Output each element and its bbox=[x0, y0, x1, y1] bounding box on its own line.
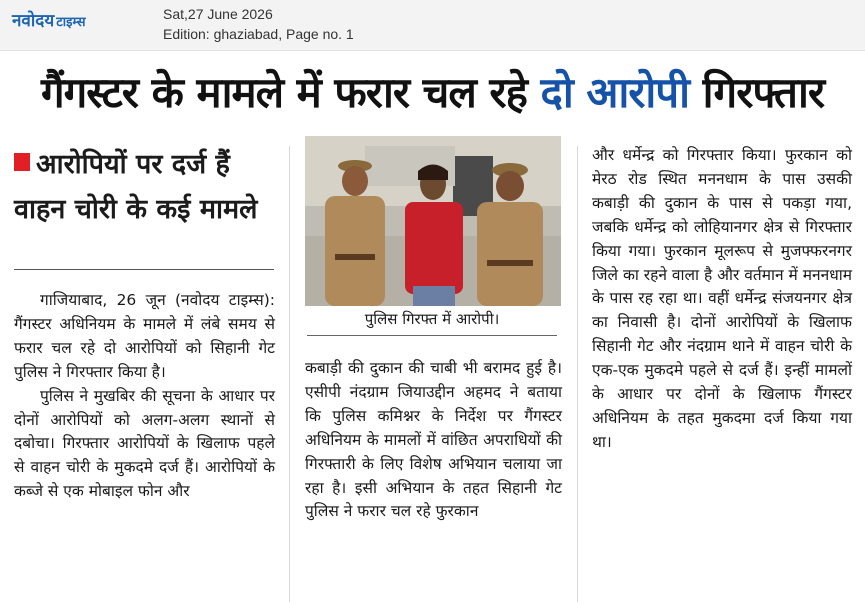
edition-date: Sat,27 June 2026 bbox=[163, 6, 273, 22]
headline-part-1: गैंगस्टर के मामले में फरार चल रहे bbox=[40, 68, 541, 117]
edition-meta bbox=[163, 4, 354, 44]
headline-highlight: दो आरोपी bbox=[540, 68, 690, 117]
article-column-3 bbox=[592, 144, 852, 455]
police-arrest-photo[interactable] bbox=[305, 136, 561, 306]
article-paragraph-2: पुलिस ने मुखबिर की सूचना के आधार पर दोनों आरोपियों को अलग-अलग स्थानों से दबोचा। गिरफ्तार आरोपियों के खिलाफ पहले से वाहन चोरी के मुकदमे दर्ज हैं। आरोपियों के कब्जे से एक मोबाइल फोन और bbox=[14, 386, 275, 501]
headline-part-2: गिरफ्तार bbox=[689, 68, 825, 117]
article-column-3-text: और धर्मेन्द्र को गिरफ्तार किया। फुरकान को मेरठ रोड स्थित मननधाम के पास उसकी कबाड़ी की दुकान के पास से पकड़ा गया, जबकि धर्मेन्द्र को लोहियानगर क्षेत्र से गिरफ्तार किया गया। फुरकान मूलरूप से मुजफ्फरनगर जिले का रहने वाला है और वर्तमान में मननधाम के पास रह रहा था। वहीं धर्मेन्द्र संजयनगर क्षेत्र का निवासी है। दोनों आरोपियों के खिलाफ सिहानी गेट और नंदग्राम थाने में वाहन चोरी के एक-एक मुकदमे पहले से दर्ज हैं। इन्हीं मामलों के आधार पर दोनों के खिलाफ गैंगस्टर अधिनियम के तहत मुकदमा दर्ज किया गया था। bbox=[592, 146, 853, 451]
subheadline-text: आरोपियों पर दर्ज हैं वाहन चोरी के कई मामले bbox=[14, 149, 258, 225]
photo-caption: पुलिस गिरफ्त में आरोपी। bbox=[364, 310, 500, 328]
column-divider-2 bbox=[577, 146, 578, 602]
column-divider-1 bbox=[289, 146, 290, 602]
article-paragraph-1: गाजियाबाद, 26 जून (नवोदय टाइम्स): गैंगस्टर अधिनियम के मामले में लंबे समय से फरार चल रहे दो आरोपियों को सिहानी गेट पुलिस ने गिरफ्तार किया है। bbox=[14, 291, 275, 381]
article-column-1 bbox=[14, 289, 275, 504]
subheadline-divider bbox=[14, 269, 274, 270]
logo-main-text: नवोदय bbox=[12, 11, 55, 31]
red-bullet-marker bbox=[14, 153, 30, 171]
newspaper-logo[interactable] bbox=[12, 8, 86, 31]
article-column-2 bbox=[305, 357, 562, 524]
article-headline bbox=[0, 52, 865, 134]
edition-header bbox=[0, 0, 865, 51]
caption-divider bbox=[307, 335, 557, 336]
edition-info: Edition: ghaziabad, Page no. 1 bbox=[163, 26, 354, 42]
news-photo-block bbox=[303, 136, 561, 342]
article-subheadline bbox=[14, 142, 274, 232]
article-column-2-text: कबाड़ी की दुकान की चाबी भी बरामद हुई है। एसीपी नंदग्राम जियाउद्दीन अहमद ने बताया कि पुलिस कमिश्नर के निर्देश पर गैंगस्टर अधिनियम के मामलों में वांछित अपराधियों की गिरफ्तारी के लिए विशेष अभियान चलाया जा रहा है। इसी अभियान के तहत सिहानी गेट पुलिस ने फरार चल रहे फुरकान bbox=[305, 359, 562, 521]
logo-sub-text: टाइम्स bbox=[56, 15, 86, 30]
